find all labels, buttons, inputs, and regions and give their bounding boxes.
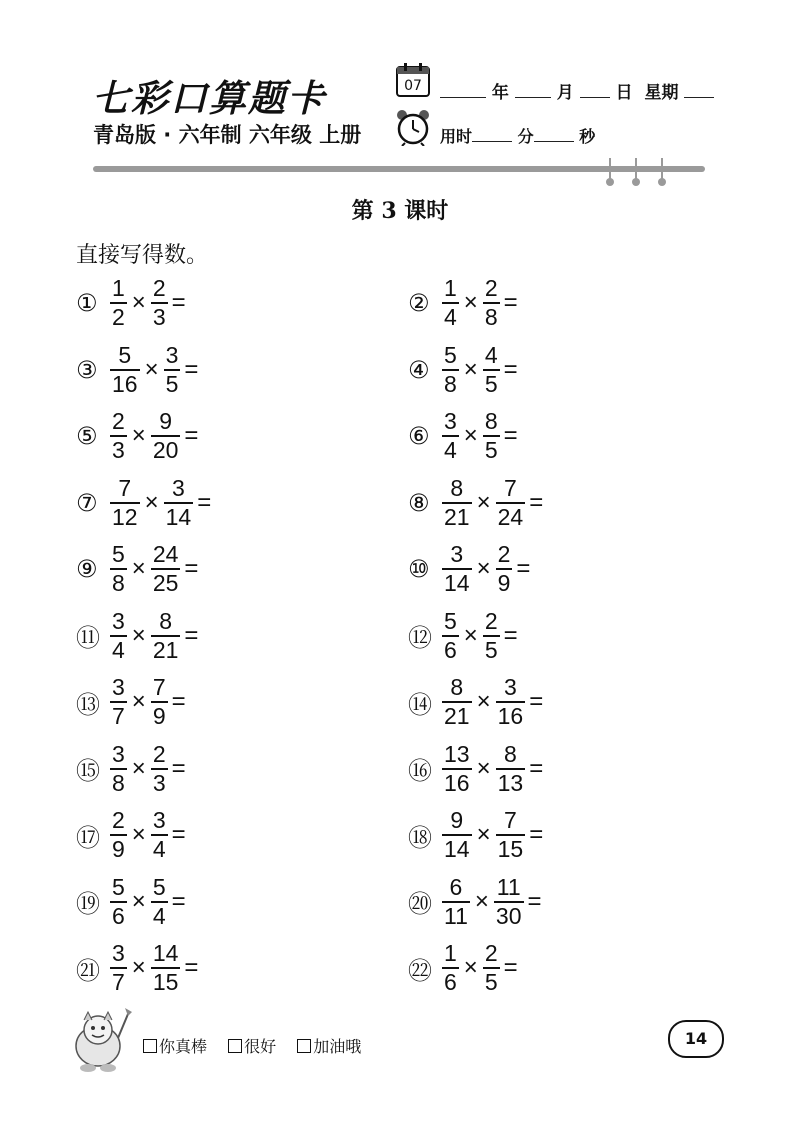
alarm-clock-icon [395,108,431,146]
equals-sign: = [529,688,544,715]
numerator: 11 [496,873,521,900]
fraction-right [151,609,181,663]
equals-sign: = [184,954,199,981]
multiply-sign: × [463,355,478,383]
fraction-left [110,409,127,463]
fraction-right [483,409,500,463]
multiply-sign: × [463,621,478,649]
fraction-left [442,343,459,397]
checkbox-icon[interactable] [297,1039,311,1053]
date-fields [440,78,714,103]
fraction-right [483,276,500,330]
denominator: 4 [112,636,125,663]
denominator: 24 [497,503,524,530]
fraction-right [151,409,181,463]
fraction-right [151,941,181,995]
problem-number: ⑰ [76,823,100,852]
problem-number: ⑲ [76,890,100,918]
fraction-left [110,276,127,330]
denominator: 9 [497,570,511,596]
numerator: 3 [450,541,464,567]
equals-sign: = [503,355,518,383]
denominator: 2 [112,304,125,330]
denominator: 3 [152,304,166,330]
denominator: 6 [444,969,457,995]
fraction-left [442,276,459,330]
denominator: 14 [444,570,470,596]
fraction-right [151,542,181,596]
denominator: 8 [112,769,125,796]
multiply-sign: × [131,621,146,649]
numerator: 3 [444,408,457,434]
numerator: 3 [152,807,166,833]
denominator: 21 [444,503,470,530]
numerator: 1 [444,275,457,301]
rating-option-great[interactable]: 你真棒 [143,1037,207,1056]
fraction-right [151,875,168,929]
denominator: 25 [152,570,179,596]
instruction-text: 直接写得数。 [76,243,209,268]
fraction-right [494,875,524,929]
numerator: 3 [172,474,185,501]
fraction-left [442,875,470,929]
fraction-left [442,409,459,463]
fraction-right [151,276,168,330]
mascot-illustration-icon [62,1004,138,1076]
denominator: 8 [112,570,125,596]
denominator: 15 [497,836,524,862]
month-label: 月 [556,83,574,103]
denominator: 14 [444,836,470,862]
problem-number: ⑧ [408,488,430,517]
fraction-left [442,542,472,596]
numerator: 8 [450,674,464,700]
problem-item [76,807,186,863]
problem-item [408,275,518,331]
fraction-right [496,742,526,796]
fraction-left [110,808,127,862]
numerator: 1 [112,275,125,301]
equals-sign: = [171,289,186,316]
denominator: 30 [495,902,522,929]
numerator: 3 [112,940,125,966]
calendar-icon [395,62,431,98]
month-blank[interactable] [515,83,551,98]
fraction-left [110,343,140,397]
equals-sign: = [529,754,544,782]
fraction-left [110,476,140,530]
numerator: 2 [484,275,498,301]
problem-number: ㉑ [76,956,100,985]
problem-item [408,342,518,398]
multiply-sign: × [476,488,491,516]
problem-number: ⑪ [76,624,100,652]
problem-number: ⑮ [76,757,100,785]
numerator: 2 [484,607,498,634]
minutes-label: 分 [517,127,534,146]
problem-number: ⑫ [408,624,432,652]
multiply-sign: × [131,688,146,715]
equals-sign: = [171,688,186,715]
problem-number: ⑳ [408,890,432,918]
problem-item [408,408,518,464]
year-label: 年 [491,83,509,103]
fraction-left [110,875,127,929]
fraction-right [151,742,168,796]
multiply-sign: × [131,289,146,316]
fraction-left [442,476,472,530]
binder-rings-icon [600,158,680,188]
fraction-left [442,808,472,862]
fraction-right [496,476,526,530]
equals-sign: = [197,488,212,516]
multiply-sign: × [463,954,478,981]
multiply-sign: × [463,422,478,449]
numerator: 5 [444,341,457,368]
multiply-sign: × [131,887,146,915]
fraction-right [164,476,194,530]
numerator: 2 [152,740,166,767]
numerator: 2 [484,940,498,966]
rating-option-keep-going[interactable]: 加油哦 [297,1037,361,1056]
rating-option-good[interactable]: 很好 [228,1037,276,1056]
multiply-sign: × [476,555,491,582]
numerator: 2 [112,408,125,434]
fraction-left [110,542,127,596]
numerator: 1 [444,940,457,966]
problem-number: ③ [76,355,98,384]
equals-sign: = [503,954,518,981]
numerator: 24 [152,541,179,567]
equals-sign: = [171,887,186,915]
fraction-right [151,808,168,862]
problem-item [408,475,543,531]
weekday-blank[interactable] [684,83,714,98]
problem-item [408,940,518,996]
checkbox-icon[interactable] [228,1039,242,1053]
time-fields [440,124,595,147]
numerator: 8 [484,408,498,434]
fraction-left [442,609,459,663]
numerator: 3 [165,341,179,368]
fraction-left [442,941,459,995]
denominator: 6 [112,902,125,929]
denominator: 20 [152,437,179,463]
problem-item [76,940,198,996]
problem-item [76,475,211,531]
problem-number: ④ [408,355,430,384]
problem-item [408,541,530,597]
numerator: 13 [444,740,470,767]
multiply-sign: × [131,954,146,981]
problem-item [408,674,543,730]
weekday-label: 星期 [644,83,679,103]
problem-item [76,541,198,597]
minutes-blank[interactable] [472,127,512,142]
multiply-sign: × [131,754,146,782]
numerator: 2 [112,807,125,833]
brand-title: 七彩口算题卡 [92,76,326,120]
multiply-sign: × [131,821,146,848]
problem-number: ⑤ [76,422,98,450]
equals-sign: = [516,555,531,582]
multiply-sign: × [144,488,159,516]
denominator: 5 [484,437,498,463]
numerator: 6 [449,873,463,900]
fraction-right [496,675,526,729]
numerator: 5 [112,541,125,567]
equals-sign: = [503,621,518,649]
denominator: 16 [444,769,470,796]
denominator: 12 [112,503,138,530]
fraction-right [496,542,513,596]
problem-number: ⑬ [76,690,100,719]
numerator: 14 [152,940,179,966]
equals-sign: = [184,355,199,383]
denominator: 9 [112,836,125,862]
problem-item [76,342,198,398]
denominator: 4 [152,902,166,929]
denominator: 21 [152,636,179,663]
calendar-day: 07 [404,78,422,94]
numerator: 9 [450,807,464,833]
seconds-blank[interactable] [534,127,574,142]
problem-number: ⑩ [408,555,430,583]
day-blank[interactable] [580,83,610,98]
numerator: 8 [504,740,517,767]
denominator: 4 [444,437,457,463]
year-blank[interactable] [440,83,486,98]
numerator: 7 [504,474,517,501]
numerator: 5 [118,341,132,368]
numerator: 4 [484,341,498,368]
fraction-left [110,609,127,663]
problem-item [408,807,543,863]
denominator: 14 [165,503,192,530]
denominator: 7 [112,969,125,995]
problem-item [76,608,198,664]
problem-item [408,608,518,664]
numerator: 5 [112,873,125,900]
problem-number: ㉒ [408,956,432,985]
denominator: 8 [444,370,457,397]
problem-number: ⑯ [408,757,432,785]
fraction-left [442,675,472,729]
multiply-sign: × [131,422,146,449]
denominator: 5 [484,636,498,663]
numerator: 2 [497,541,511,567]
problem-item [76,408,198,464]
multiply-sign: × [476,688,491,715]
denominator: 3 [112,437,125,463]
multiply-sign: × [131,555,146,582]
fraction-left [110,941,127,995]
denominator: 5 [165,370,179,397]
denominator: 5 [484,969,498,995]
denominator: 9 [152,703,166,729]
numerator: 5 [152,873,166,900]
denominator: 16 [497,703,524,729]
checkbox-icon[interactable] [143,1039,157,1053]
self-rating [143,1034,377,1057]
problem-number: ⑥ [408,422,430,450]
numerator: 3 [112,674,125,700]
problem-item [408,874,542,930]
denominator: 11 [444,902,468,929]
fraction-right [483,343,500,397]
page-number: 14 [668,1020,724,1058]
equals-sign: = [171,754,186,782]
problem-number: ⑦ [76,488,98,517]
denominator: 13 [497,769,524,796]
numerator: 9 [159,408,172,434]
day-label: 日 [615,83,633,103]
numerator: 3 [504,674,517,700]
lesson-title: 第 3 课时 [351,198,449,224]
edition-subtitle: 青岛版 · 六年制 六年级 上册 [93,123,362,147]
problem-item [76,275,186,331]
denominator: 5 [484,370,498,397]
problem-number: ① [76,289,98,317]
multiply-sign: × [144,355,159,383]
equals-sign: = [503,289,518,316]
equals-sign: = [529,821,544,848]
fraction-left [110,742,127,796]
fraction-left [442,742,472,796]
time-label: 用时 [440,127,473,146]
multiply-sign: × [474,887,489,915]
equals-sign: = [184,621,199,649]
fraction-right [483,609,500,663]
problem-number: ⑱ [408,823,432,852]
denominator: 15 [152,969,179,995]
problem-item [76,741,186,797]
denominator: 6 [444,636,457,663]
equals-sign: = [184,555,199,582]
denominator: 8 [484,304,498,330]
denominator: 7 [112,703,125,729]
problem-number: ⑭ [408,690,432,719]
fraction-right [164,343,181,397]
numerator: 8 [159,607,172,634]
numerator: 5 [444,607,457,634]
denominator: 3 [152,769,166,796]
problem-number: ⑨ [76,555,98,583]
numerator: 3 [112,607,125,634]
equals-sign: = [503,422,518,449]
multiply-sign: × [476,754,491,782]
equals-sign: = [529,488,544,516]
denominator: 4 [444,304,457,330]
problem-item [76,874,186,930]
numerator: 7 [504,807,517,833]
numerator: 7 [118,474,132,501]
problem-item [76,674,186,730]
numerator: 3 [112,740,125,767]
fraction-right [151,675,168,729]
denominator: 21 [444,703,470,729]
numerator: 8 [450,474,464,501]
seconds-label: 秒 [579,127,596,146]
problem-number: ② [408,289,430,317]
problem-item [408,741,543,797]
equals-sign: = [184,422,199,449]
multiply-sign: × [476,821,491,848]
equals-sign: = [527,887,542,915]
fraction-left [110,675,127,729]
equals-sign: = [171,821,186,848]
denominator: 16 [112,370,138,397]
fraction-right [483,941,500,995]
numerator: 2 [152,275,166,301]
denominator: 4 [152,836,166,862]
fraction-right [496,808,526,862]
numerator: 7 [152,674,166,700]
multiply-sign: × [463,289,478,316]
